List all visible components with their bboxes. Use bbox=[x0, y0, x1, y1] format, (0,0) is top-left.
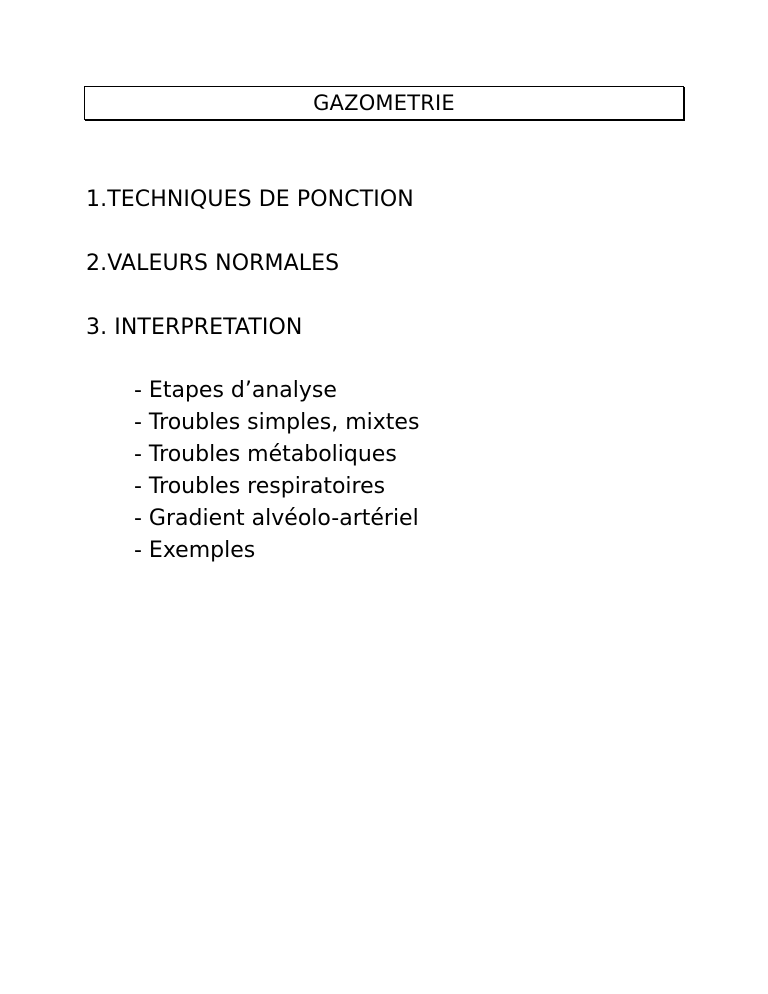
section-interpretation: 3. INTERPRETATION bbox=[86, 315, 303, 340]
section-techniques-ponction: 1.TECHNIQUES DE PONCTION bbox=[86, 187, 414, 212]
list-item: - Troubles métaboliques bbox=[134, 442, 397, 467]
list-item: - Gradient alvéolo-artériel bbox=[134, 506, 419, 531]
title-box bbox=[84, 86, 684, 120]
list-item: - Exemples bbox=[134, 538, 256, 563]
list-item: - Etapes d’analyse bbox=[134, 378, 337, 403]
list-item: - Troubles respiratoires bbox=[134, 474, 386, 499]
document-title: GAZOMETRIE bbox=[313, 91, 455, 115]
interpretation-sublist bbox=[134, 375, 419, 567]
section-valeurs-normales: 2.VALEURS NORMALES bbox=[86, 251, 340, 276]
list-item: - Troubles simples, mixtes bbox=[134, 410, 420, 435]
